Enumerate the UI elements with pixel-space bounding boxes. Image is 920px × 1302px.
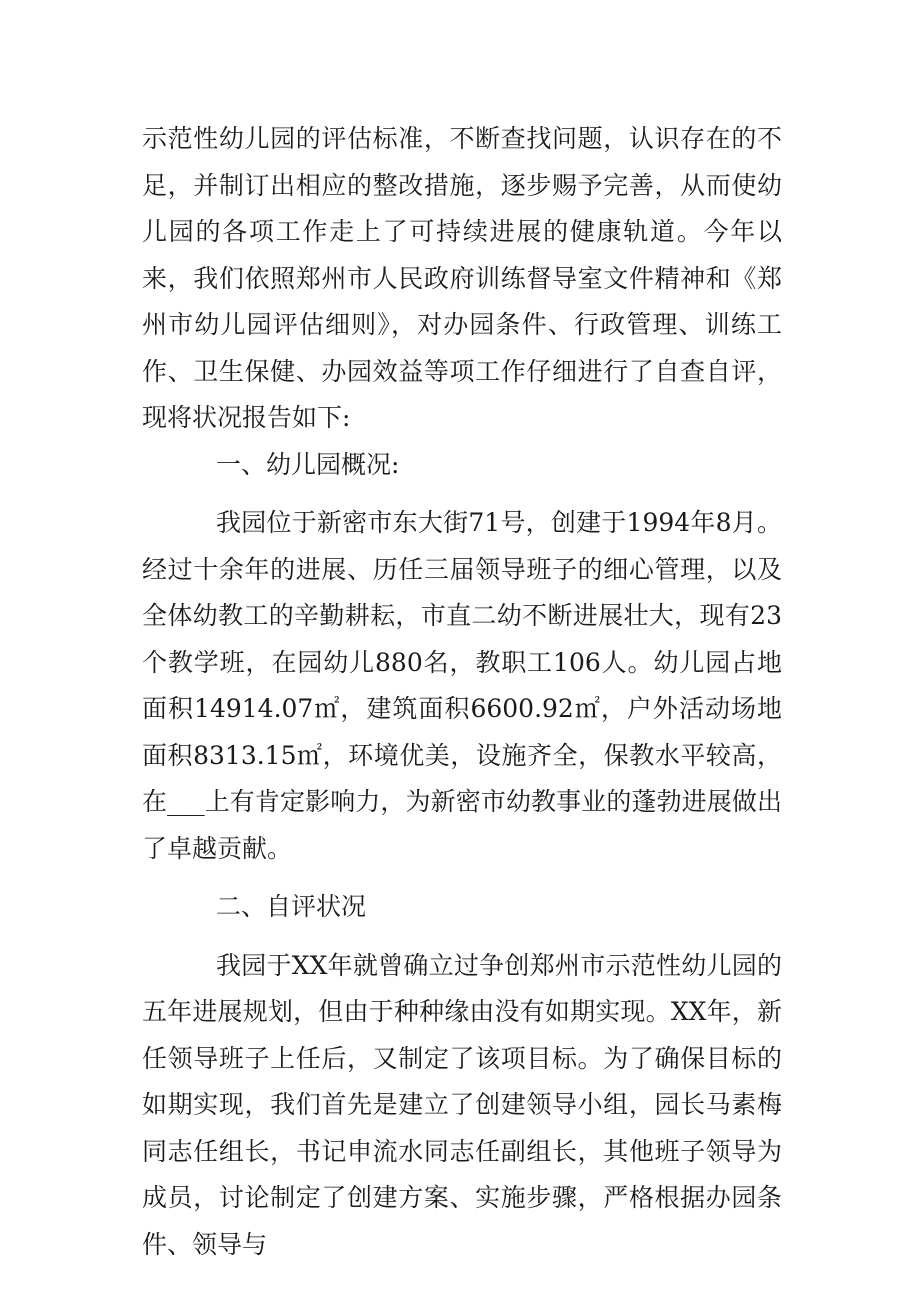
section-heading-self-evaluation: 二、自评状况 <box>216 892 367 921</box>
document-body <box>142 116 782 1268</box>
paragraph-self-evaluation: 我园于XX年就曾确立过争创郑州市示范性幼儿园的五年进展规划，但由于种种缘由没有如期实现。XX年，新任领导班子上任后，又制定了该项目标。为了确保目标的如期实现，我们首先是建立了创建领导小组，园长马素梅同志任组长，书记申流水同志任副组长，其他班子领导为成员，讨论制定了创建方案、实施步骤，严格根据办园条件、领导与 <box>142 950 782 1259</box>
section-heading-overview: 一、幼儿园概况: <box>216 449 400 479</box>
paragraph-intro: 示范性幼儿园的评估标准，不断查找问题，认识存在的不足，并制订出相应的整改措施，逐步赐予完善，从而使幼儿园的各项工作走上了可持续进展的健康轨道。今年以来，我们依照郑州市人民政府训练督导室文件精神和《郑州市幼儿园评估细则》，对办园条件、行政管理、训练工作、卫生保健、办园效益等项工作仔细进行了自查自评，现将状况报告如下: <box>142 124 782 432</box>
paragraph-overview: 我园位于新密市东大街71号，创建于1994年8月。经过十余年的进展、历任三届领导班子的细心管理，以及全体幼教工的辛勤耕耘，市直二幼不断进展壮大，现有23个教学班，在园幼儿880名，教职工106人。幼儿园占地面积14914.07㎡，建筑面积6600.92㎡，户外活动场地面积8313.15㎡，环境优美，设施齐全，保教水平较高，在___上有肯定影响力，为新密市幼教事业的蓬勃进展做出了卓越贡献。 <box>142 508 782 863</box>
